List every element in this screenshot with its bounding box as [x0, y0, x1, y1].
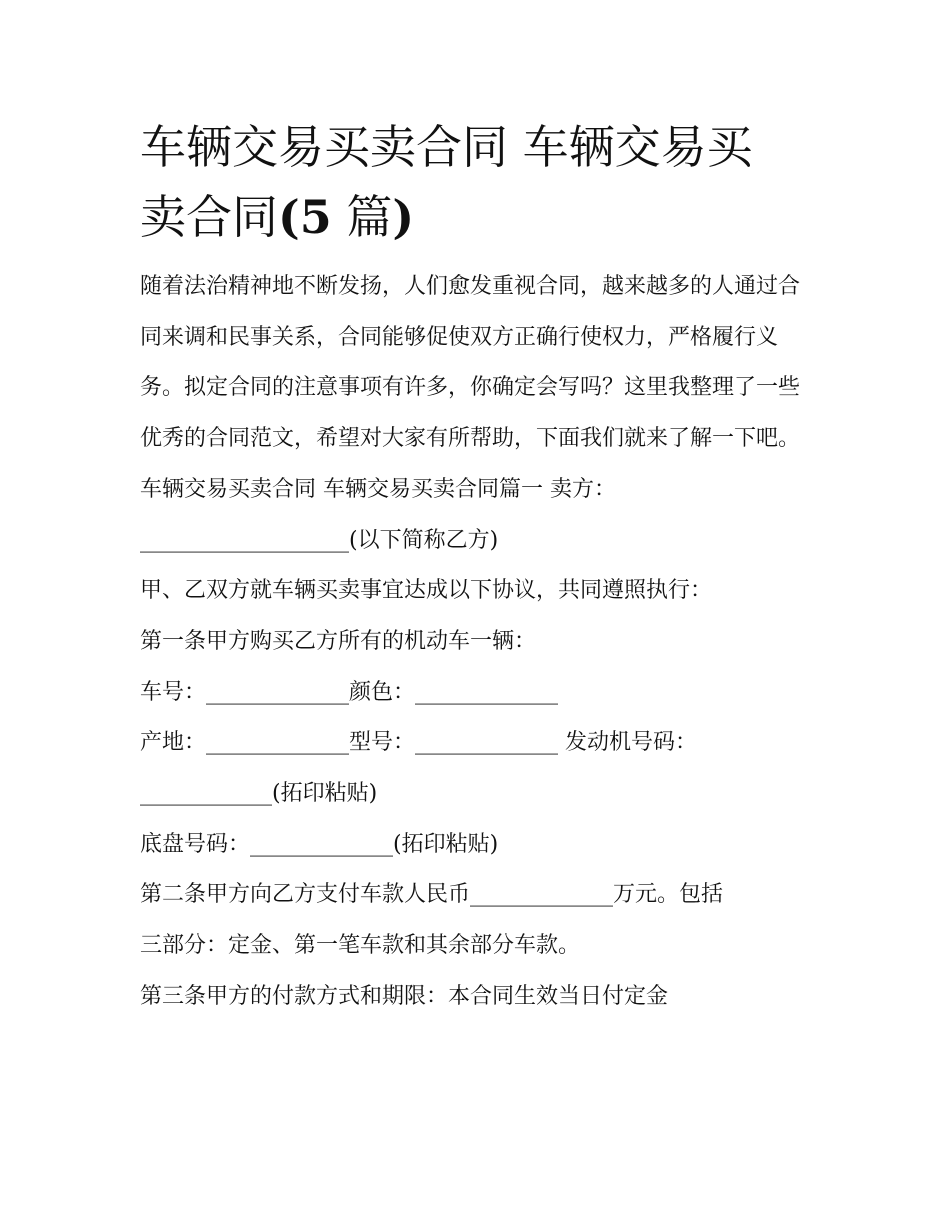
- title-line-2-bold: (5: [278, 190, 332, 244]
- contract-line: 三部分：定金、第一笔车款和其余部分车款。: [140, 933, 581, 959]
- contract-line: 第一条甲方购买乙方所有的机动车一辆：: [140, 628, 537, 654]
- contract-line: 车辆交易买卖合同 车辆交易买卖合同篇一 卖方：: [140, 476, 616, 502]
- title-line-1: 车辆交易买卖合同 车辆交易买: [140, 120, 753, 174]
- title-line-2-bold-2: ): [392, 190, 415, 244]
- contract-line: 产地：_____________型号：_____________ 发动机号码：: [140, 730, 697, 756]
- document-content: [140, 112, 820, 1023]
- title-line-2-text-2: 篇: [331, 190, 393, 244]
- contract-line: 底盘号码：_____________(拓印粘贴): [140, 831, 499, 857]
- contract-line: ___________________(以下简称乙方): [140, 527, 499, 553]
- title-line-2-text: 卖合同: [140, 190, 278, 244]
- document-title: [140, 112, 820, 252]
- document-body: [140, 262, 820, 1023]
- contract-line: 第三条甲方的付款方式和期限：本合同生效当日付定金: [140, 983, 669, 1009]
- contract-line: 车号：_____________颜色：_____________: [140, 679, 559, 705]
- intro-paragraph: 随着法治精神地不断发扬，人们愈发重视合同，越来越多的人通过合同来调和民事关系，合同能够促使双方正确行使权力，严格履行义务。拟定合同的注意事项有许多，你确定会写吗？这里我整理了一些优秀的合同范文，希望对大家有所帮助，下面我们就来了解一下吧。: [140, 274, 801, 452]
- contract-line: 甲、乙双方就车辆买卖事宜达成以下协议，共同遵照执行：: [140, 578, 713, 604]
- contract-line: 第二条甲方向乙方支付车款人民币_____________万元。包括: [140, 882, 724, 908]
- contract-line: ____________(拓印粘贴): [140, 781, 378, 807]
